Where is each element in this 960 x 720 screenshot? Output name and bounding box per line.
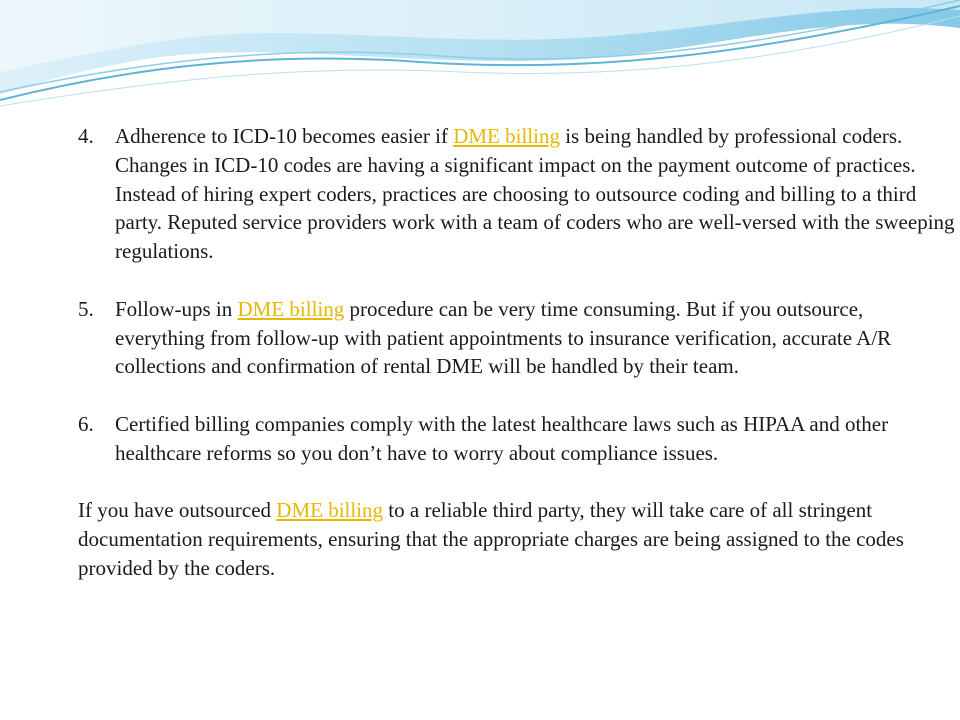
item-text-after: is being handled by professional coders. Changes in ICD-10 codes are having a significant impact on the payment outcome of practices. Instead of hiring expert coders, practices are choosing to outsource coding and billing to a third party. Reputed service providers work with a team of coders who are well-versed with the sweeping regulations. — [115, 124, 955, 264]
item-text: Certified billing companies comply with the latest healthcare laws such as HIPAA and other healthcare reforms so you don’t have to worry about compliance issues. — [115, 411, 889, 465]
item-text — [115, 122, 956, 266]
header-wave-decoration — [0, 0, 960, 110]
dme-billing-link[interactable]: DME billing — [276, 498, 384, 523]
item-number: 4. — [78, 124, 94, 148]
item-text-before: Follow-ups in — [115, 296, 238, 321]
item-number: 6. — [78, 411, 94, 436]
list-item-6 — [78, 410, 956, 468]
list-item-4 — [78, 122, 956, 266]
item-number: 5. — [78, 296, 94, 321]
item-text — [115, 295, 956, 381]
slide-content — [78, 122, 956, 583]
item-text-after: procedure can be very time consuming. But if you outsource, everything from follow-up with patient appointments to insurance verification, accurate A/R collections and confirmation of rental DME will be handled by their team. — [115, 296, 892, 379]
closing-paragraph — [78, 496, 956, 582]
item-text-before: Adherence to ICD-10 becomes easier if — [115, 124, 454, 148]
dme-billing-link[interactable]: DME billing — [237, 296, 345, 321]
closing-text-before: If you have outsourced — [78, 498, 277, 523]
dme-billing-link[interactable]: DME billing — [453, 124, 560, 148]
closing-text-after: to a reliable third party, they will take care of all stringent documentation requirements, ensuring that the appropriate charges are being assigned to the codes provided by the coders. — [78, 498, 904, 580]
list-item-5 — [78, 295, 956, 381]
